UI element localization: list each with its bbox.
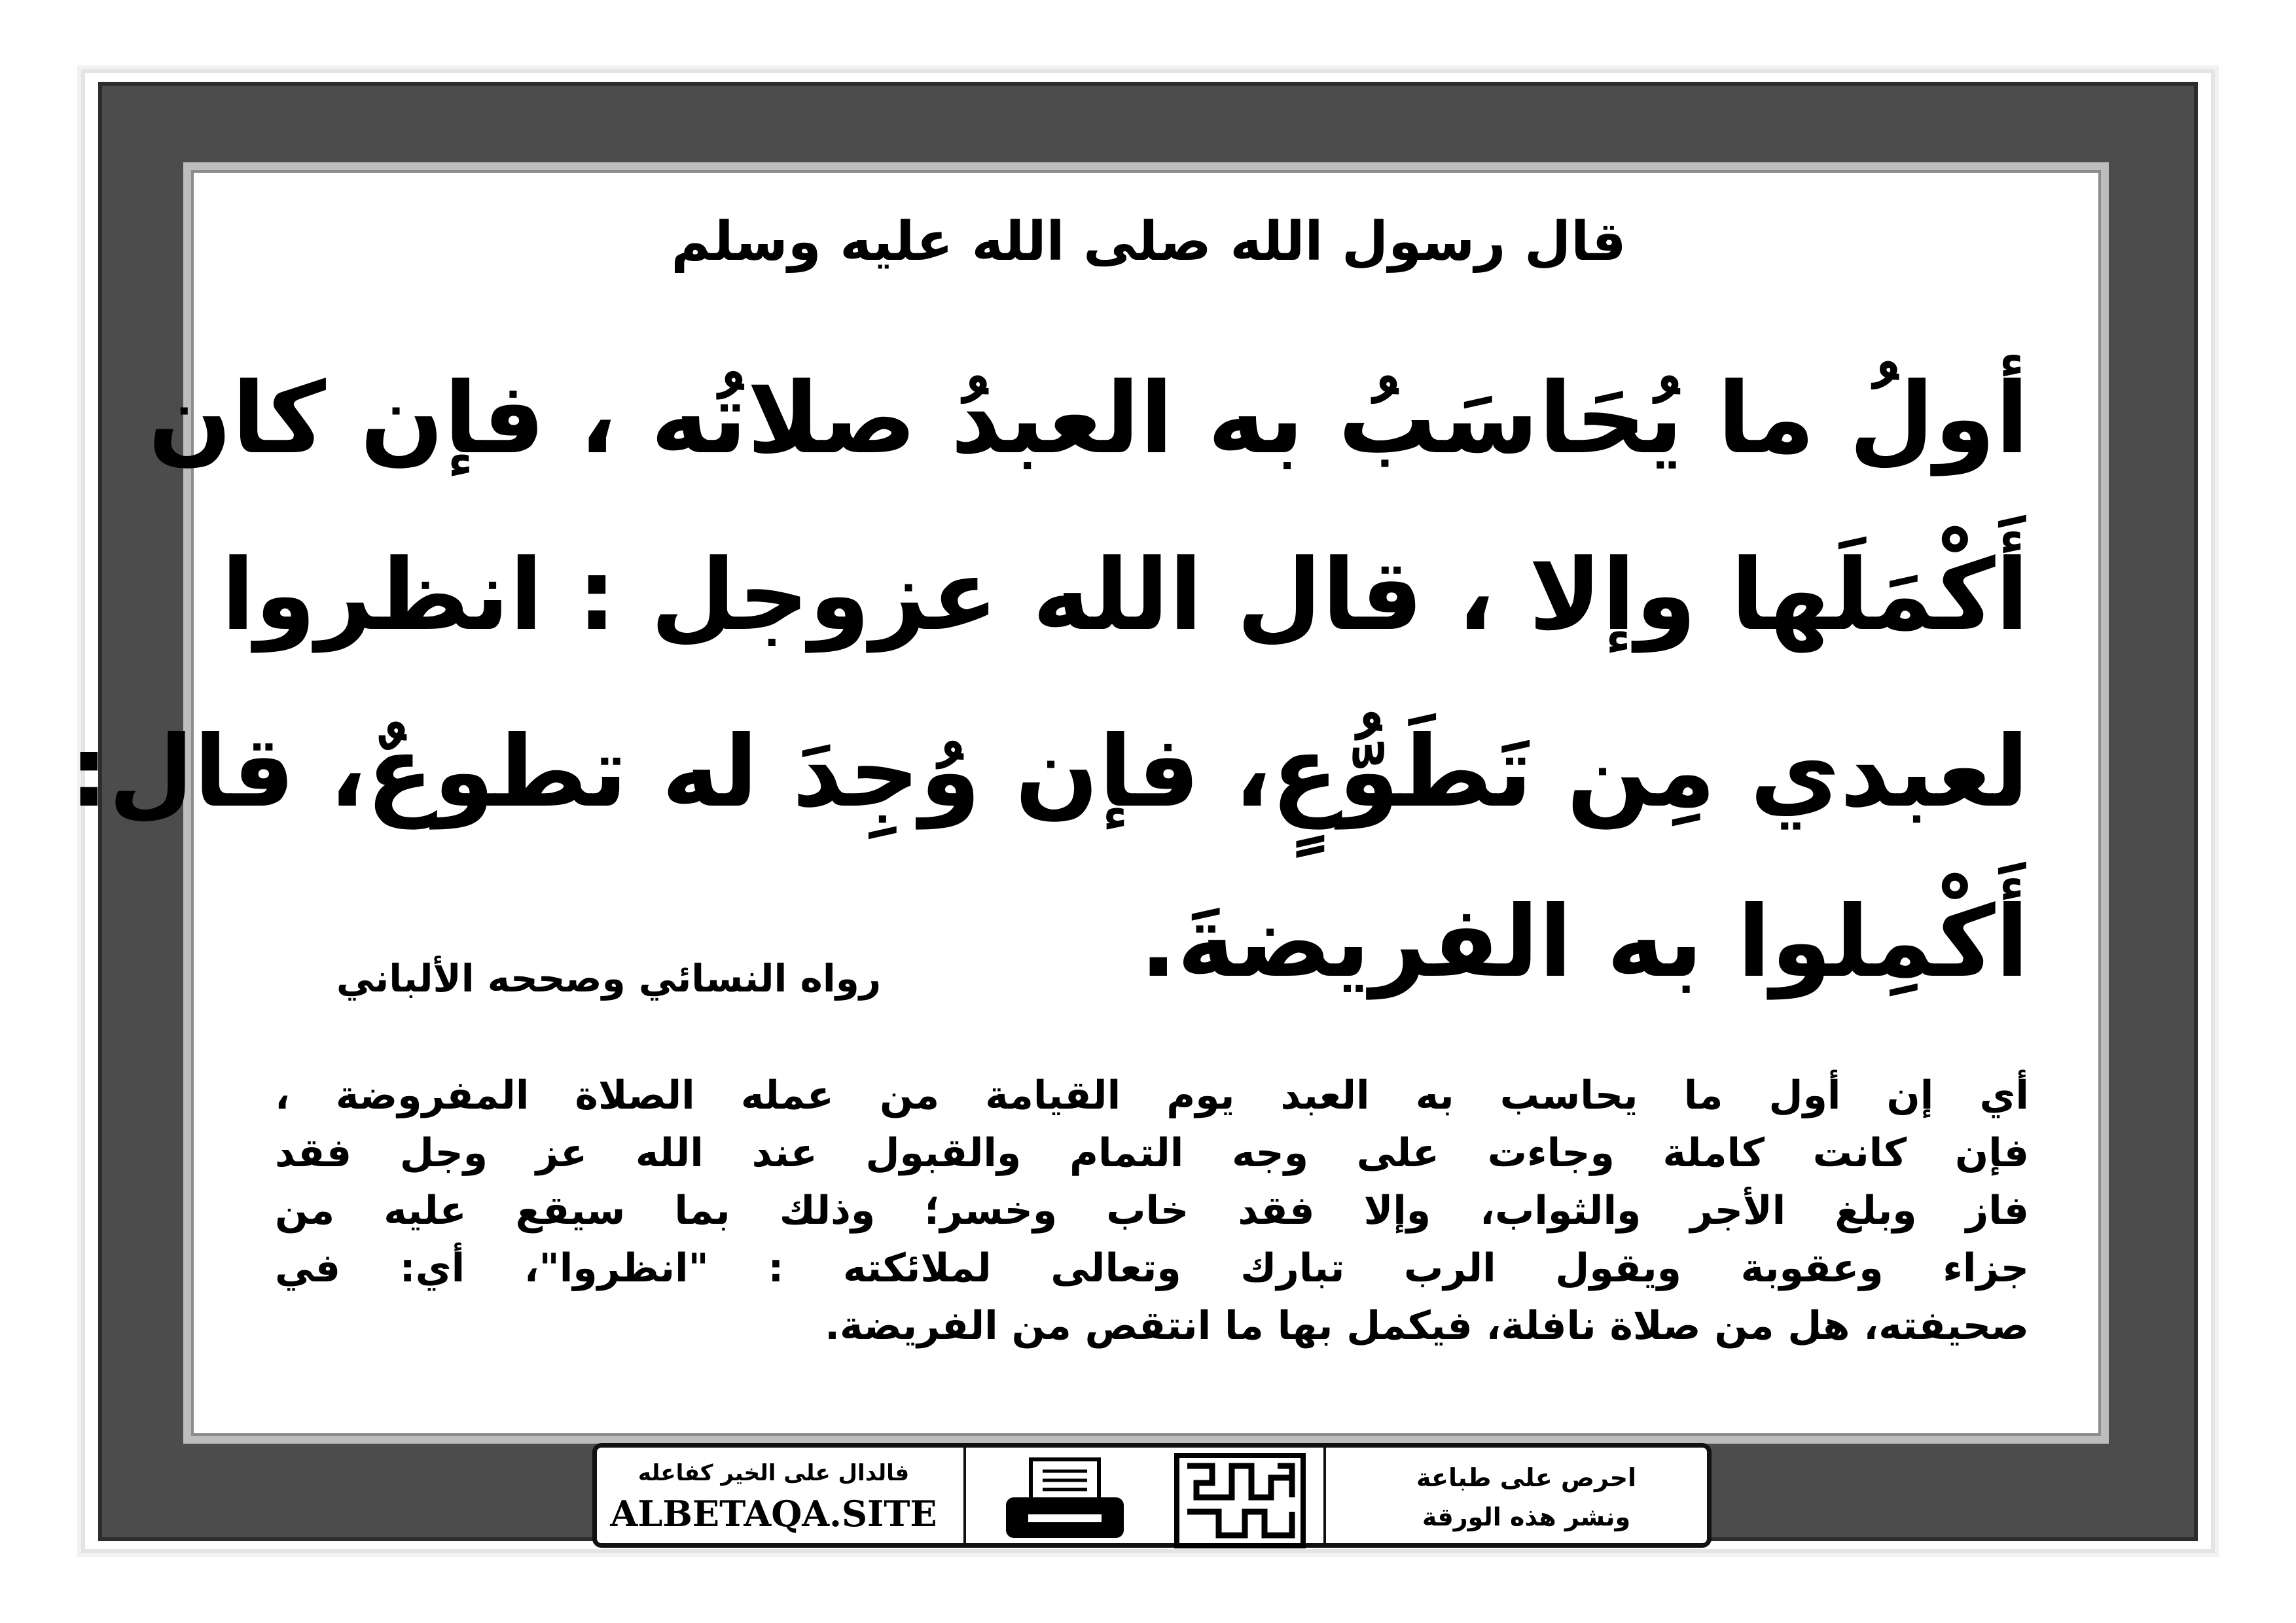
hadith-line-1: أولُ ما يُحَاسَبُ به العبدُ صلاتُه ، فإن كان <box>148 362 2029 476</box>
kufic-logo <box>1173 1452 1307 1550</box>
footer-tagline: فالدال على الخير كفاعله <box>637 1460 910 1486</box>
explanation-line-2: فإن كانت كاملة وجاءت على وجه التمام والقبول عند الله عز وجل فقد <box>275 1130 2029 1176</box>
explanation-line-1: أي إن أول ما يحاسب به العبد يوم القيامة من عمله الصلاة المفروضة ، <box>275 1073 2029 1118</box>
footer-banner <box>592 1443 1712 1548</box>
explanation-line-3: فاز وبلغ الأجر والثواب، وإلا فقد خاب وخسر؛ وذلك بما سيقع عليه من <box>275 1188 2029 1234</box>
hadith-line-2: أَكْمَلَها وإلا ، قال الله عزوجل : انظروا <box>221 539 2029 652</box>
hadith-line-3: لعبدي مِن تَطَوُّعٍ، فإن وُجِدَ له تطوعٌ، قال: <box>69 715 2029 829</box>
footer-print-line1: احرص على طباعة <box>1416 1463 1637 1492</box>
footer-divider-left <box>963 1448 966 1543</box>
hadith-source: رواه النسائي وصححه الألباني <box>336 956 882 1001</box>
footer-print-line2: ونشر هذه الورقة <box>1422 1503 1631 1531</box>
hadith-line-4: أَكْمِلوا به الفريضةَ. <box>1139 885 2029 999</box>
footer-site: ALBETAQA.SITE <box>610 1493 937 1535</box>
printer-icon <box>999 1454 1130 1546</box>
page-title: قال رسول الله صلى الله عليه وسلم <box>671 211 1626 273</box>
footer-divider-right <box>1323 1448 1326 1543</box>
explanation-line-4: جزاء وعقوبة ويقول الرب تبارك وتعالى لملائكته : "انظروا"، أي: في <box>275 1245 2029 1291</box>
explanation-line-5: صحيفته، هل من صلاة نافلة، فيكمل بها ما انتقص من الفريضة. <box>825 1303 2029 1349</box>
